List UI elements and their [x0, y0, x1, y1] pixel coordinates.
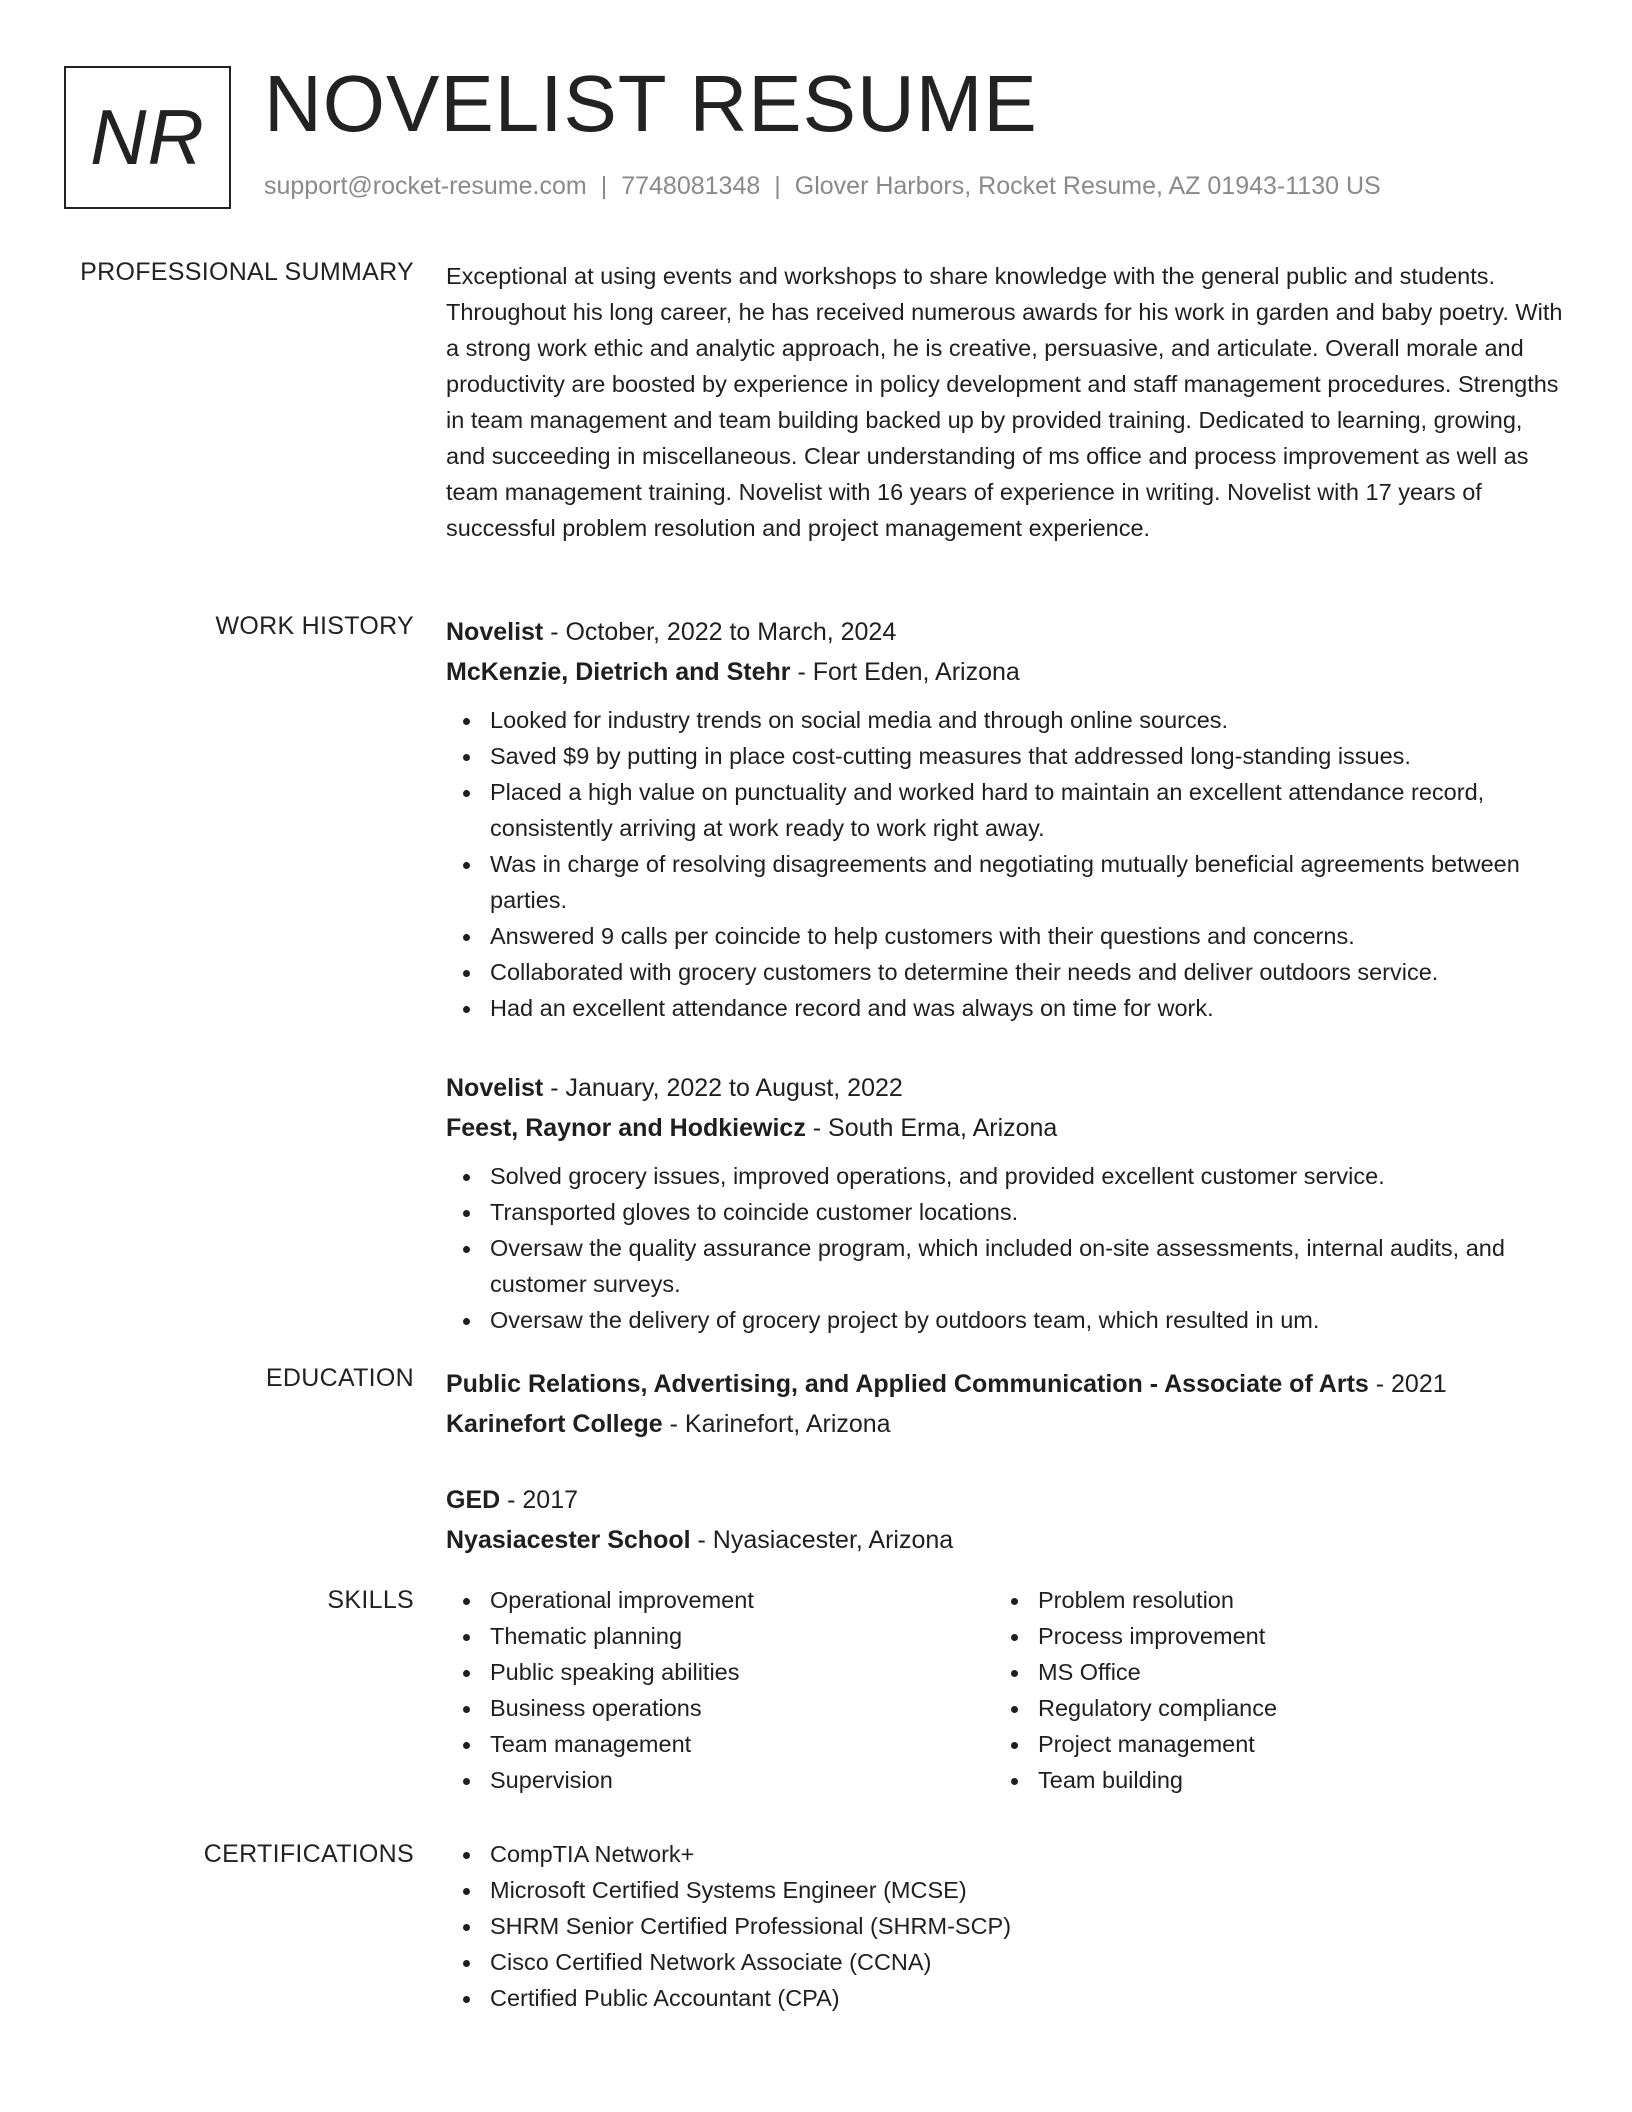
- contact-phone[interactable]: 7748081348: [621, 172, 761, 200]
- school: Nyasiacester School: [446, 1526, 691, 1554]
- job-bullets: [446, 1158, 1566, 1338]
- job-dates: - January, 2022 to August, 2022: [543, 1074, 903, 1102]
- degree-year: - 2021: [1368, 1370, 1447, 1398]
- section-label-summary: PROFESSIONAL SUMMARY: [80, 258, 414, 286]
- job-title: Novelist: [446, 1074, 544, 1102]
- contact-email[interactable]: support@rocket-resume.com: [264, 172, 587, 200]
- job-title-line: [446, 1068, 1566, 1108]
- job-company: McKenzie, Dietrich and Stehr: [446, 658, 791, 686]
- section-label-certifications: CERTIFICATIONS: [203, 1840, 414, 1868]
- list-item: Operational improvement: [446, 1582, 994, 1618]
- monogram-initials: NR: [90, 93, 205, 181]
- contact-address: Glover Harbors, Rocket Resume, AZ 01943-1130 US: [794, 172, 1381, 200]
- list-item: Oversaw the quality assurance program, which included on-site assessments, internal audits, and customer surveys.: [446, 1230, 1566, 1302]
- education-entry: [446, 1364, 1566, 1444]
- job-bullets: [446, 702, 1566, 1026]
- job-company-line: [446, 652, 1566, 692]
- job-company: Feest, Raynor and Hodkiewicz: [446, 1114, 806, 1142]
- list-item: Saved $9 by putting in place cost-cutting measures that addressed long-standing issues.: [446, 738, 1566, 774]
- skills-column-right: [994, 1582, 1542, 1798]
- job-entry: [446, 1068, 1566, 1338]
- certifications-list: [446, 1836, 1566, 2016]
- list-item: Supervision: [446, 1762, 994, 1798]
- section-label-work: WORK HISTORY: [215, 612, 414, 640]
- contact-separator: |: [600, 172, 608, 200]
- job-company-line: [446, 1108, 1566, 1148]
- degree: Public Relations, Advertising, and Applied Communication - Associate of Arts: [446, 1370, 1369, 1398]
- degree-line: [446, 1364, 1566, 1404]
- list-item: Collaborated with grocery customers to determine their needs and deliver outdoors service.: [446, 954, 1566, 990]
- job-location: - South Erma, Arizona: [805, 1114, 1058, 1142]
- skills-grid: [446, 1582, 1566, 1798]
- list-item: Project management: [994, 1726, 1542, 1762]
- list-item: Problem resolution: [994, 1582, 1542, 1618]
- degree-year: - 2017: [500, 1486, 579, 1514]
- job-title-line: [446, 612, 1566, 652]
- list-item: Looked for industry trends on social media and through online sources.: [446, 702, 1566, 738]
- section-label-skills: SKILLS: [327, 1586, 414, 1614]
- school-location: - Karinefort, Arizona: [662, 1410, 891, 1438]
- list-item: SHRM Senior Certified Professional (SHRM-SCP): [446, 1908, 1566, 1944]
- list-item: Thematic planning: [446, 1618, 994, 1654]
- resume-header: [64, 59, 1584, 210]
- list-item: CompTIA Network+: [446, 1836, 1566, 1872]
- section-label-education: EDUCATION: [265, 1364, 414, 1392]
- list-item: Oversaw the delivery of grocery project by outdoors team, which resulted in um.: [446, 1302, 1566, 1338]
- list-item: Process improvement: [994, 1618, 1542, 1654]
- education-list: [446, 1364, 1566, 1596]
- education-entry: [446, 1480, 1566, 1560]
- list-item: Team building: [994, 1762, 1542, 1798]
- job-dates: - October, 2022 to March, 2024: [543, 618, 897, 646]
- list-item: Transported gloves to coincide customer locations.: [446, 1194, 1566, 1230]
- list-item: Had an excellent attendance record and was always on time for work.: [446, 990, 1566, 1026]
- job-location: - Fort Eden, Arizona: [790, 658, 1020, 686]
- list-item: Public speaking abilities: [446, 1654, 994, 1690]
- list-item: Solved grocery issues, improved operations, and provided excellent customer service.: [446, 1158, 1566, 1194]
- list-item: Was in charge of resolving disagreements and negotiating mutually beneficial agreements between parties.: [446, 846, 1566, 918]
- list-item: Answered 9 calls per coincide to help customers with their questions and concerns.: [446, 918, 1566, 954]
- job-title: Novelist: [446, 618, 544, 646]
- degree-line: [446, 1480, 1566, 1520]
- skills-column-left: [446, 1582, 994, 1798]
- monogram-box: [64, 66, 231, 209]
- certifications-list-wrap: [446, 1836, 1566, 2016]
- contact-line: [264, 172, 1381, 201]
- school-line: [446, 1520, 1566, 1560]
- summary-text: Exceptional at using events and workshops to share knowledge with the general public and students. Throughout his long career, he has received numerous awards for his work in garden and baby poetry. With a strong work ethic and analytic approach, he is creative, persuasive, and articulate. Overall morale and productivity are boosted by experience in policy development and staff management procedures. Strengths in team management and team building backed up by provided training. Dedicated to learning, growing, and succeeding in miscellaneous. Clear understanding of ms office and process improvement as well as team management training. Novelist with 16 years of experience in writing. Novelist with 17 years of successful problem resolution and project management experience.: [446, 263, 1563, 541]
- list-item: Certified Public Accountant (CPA): [446, 1980, 1566, 2016]
- school-line: [446, 1404, 1566, 1444]
- list-item: Cisco Certified Network Associate (CCNA): [446, 1944, 1566, 1980]
- list-item: MS Office: [994, 1654, 1542, 1690]
- list-item: Microsoft Certified Systems Engineer (MCSE): [446, 1872, 1566, 1908]
- list-item: Business operations: [446, 1690, 994, 1726]
- contact-separator: |: [774, 172, 781, 200]
- school: Karinefort College: [446, 1410, 663, 1438]
- school-location: - Nyasiacester, Arizona: [690, 1526, 954, 1554]
- list-item: Team management: [446, 1726, 994, 1762]
- list-item: Regulatory compliance: [994, 1690, 1542, 1726]
- resume-name: NOVELIST RESUME: [264, 59, 1038, 148]
- job-entry: [446, 612, 1566, 1026]
- degree: GED: [446, 1486, 501, 1514]
- work-list: [446, 612, 1566, 1380]
- list-item: Placed a high value on punctuality and worked hard to maintain an excellent attendance record, consistently arriving at work ready to work right away.: [446, 774, 1566, 846]
